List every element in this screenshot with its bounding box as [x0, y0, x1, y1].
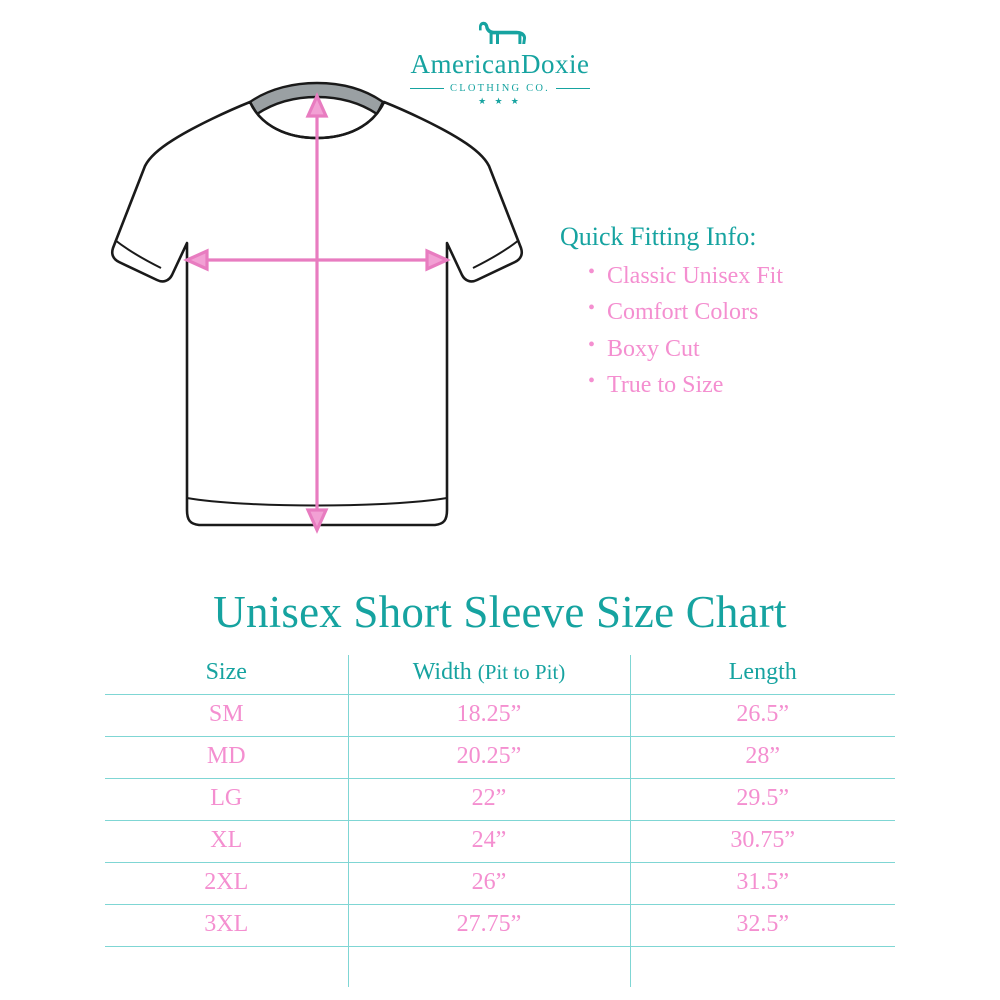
- table-row: [105, 695, 895, 737]
- cell-width: 18.25”: [348, 695, 630, 737]
- table-row: [105, 737, 895, 779]
- column-header-width-main: Width: [412, 659, 472, 685]
- cell-size: LG: [105, 779, 348, 821]
- table-row: [105, 905, 895, 947]
- spacer-cell: [348, 947, 630, 988]
- list-item: • Boxy Cut: [560, 331, 960, 367]
- spacer-cell: [630, 947, 895, 988]
- cell-size: XL: [105, 821, 348, 863]
- table-row-spacer: [105, 947, 895, 988]
- cell-width: 26”: [348, 863, 630, 905]
- brand-name-part2: Doxie: [520, 49, 590, 79]
- cell-width: 27.75”: [348, 905, 630, 947]
- spacer-cell: [105, 947, 348, 988]
- table-row: [105, 779, 895, 821]
- table-row: [105, 863, 895, 905]
- fitting-list: [560, 258, 960, 404]
- list-item: • True to Size: [560, 367, 960, 403]
- cell-length: 32.5”: [630, 905, 895, 947]
- size-chart-table-wrap: [105, 655, 895, 987]
- size-chart-table: [105, 655, 895, 987]
- brand-name-part1: American: [410, 49, 521, 79]
- cell-size: 2XL: [105, 863, 348, 905]
- cell-length: 28”: [630, 737, 895, 779]
- quick-fitting-info: [560, 222, 960, 404]
- cell-size: 3XL: [105, 905, 348, 947]
- page-title: Unisex Short Sleeve Size Chart: [213, 587, 787, 637]
- cell-length: 31.5”: [630, 863, 895, 905]
- brand-subtitle: CLOTHING CO.: [450, 83, 550, 94]
- table-row: [105, 821, 895, 863]
- cell-size: MD: [105, 737, 348, 779]
- cell-width: 22”: [348, 779, 630, 821]
- cell-length: 30.75”: [630, 821, 895, 863]
- fitting-title: Quick Fitting Info:: [560, 222, 757, 251]
- cell-length: 26.5”: [630, 695, 895, 737]
- cell-width: 24”: [348, 821, 630, 863]
- column-header-length: Length: [630, 655, 895, 695]
- t-shirt-diagram: [95, 80, 535, 570]
- column-header-size: Size: [105, 655, 348, 695]
- list-item: • Comfort Colors: [560, 294, 960, 330]
- cell-length: 29.5”: [630, 779, 895, 821]
- table-header-row: [105, 655, 895, 695]
- column-header-width-note: (Pit to Pit): [477, 660, 566, 684]
- cell-width: 20.25”: [348, 737, 630, 779]
- rule-right: [556, 88, 590, 89]
- list-item: • Classic Unisex Fit: [560, 258, 960, 294]
- column-header-width: [348, 655, 630, 695]
- brand-name: [0, 49, 1000, 80]
- cell-size: SM: [105, 695, 348, 737]
- dachshund-dog-icon: [0, 18, 1000, 48]
- brand-stars: ★ ★ ★: [478, 96, 522, 106]
